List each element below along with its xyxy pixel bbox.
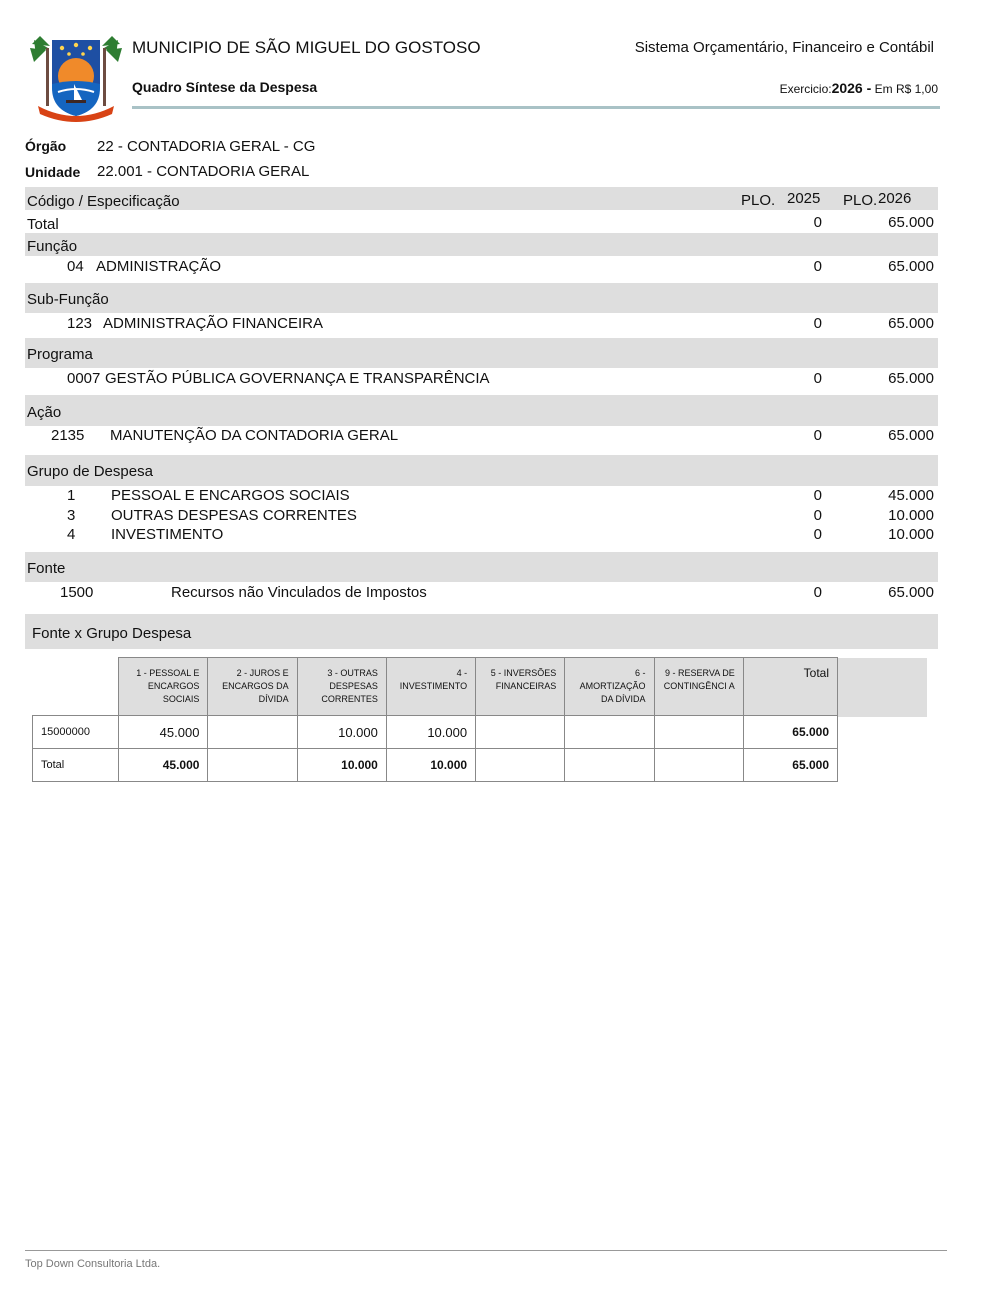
unidade-label: Unidade [25,164,81,180]
funcao-code: 04 [67,258,84,275]
unidade-value: 22.001 - CONTADORIA GERAL [97,163,310,180]
cell: 45.000 [119,749,208,782]
grupo-item-name: PESSOAL E ENCARGOS SOCIAIS [111,487,350,504]
grupo-item-2025: 0 [813,507,822,524]
grupo-item-2026: 10.000 [888,526,934,543]
table-row [33,716,838,749]
plo-label-2026: PLO. [843,192,878,209]
funcao-band [25,233,938,256]
funcao-2026: 65.000 [888,258,934,275]
programa-label: Programa [27,346,93,363]
total-2025: 0 [813,214,822,231]
cell [208,716,297,749]
col-header: 2 - JUROS E ENCARGOS DA DÍVIDA [208,658,297,716]
footer-rule [25,1250,947,1251]
row-label: Total [33,749,119,782]
acao-2025: 0 [813,427,822,444]
subfuncao-2026: 65.000 [888,315,934,332]
cell: 10.000 [297,716,386,749]
cell [565,716,654,749]
subfuncao-2025: 0 [813,315,822,332]
grupo-item-2025: 0 [813,526,822,543]
spec-column-header: Código / Especificação [27,193,180,210]
grupo-item-code: 4 [67,526,76,543]
funcao-label: Função [27,238,78,255]
subfuncao-name: ADMINISTRAÇÃO FINANCEIRA [103,315,324,332]
exercise-info [780,80,938,96]
grupo-item-name: INVESTIMENTO [111,526,224,543]
fonte-grupo-title: Fonte x Grupo Despesa [32,625,192,642]
col-header-total: Total [743,658,837,716]
subfuncao-band [25,283,938,313]
fonte-2025: 0 [813,584,822,601]
cell: 10.000 [386,749,475,782]
acao-label: Ação [27,404,62,421]
fonte-band [25,552,938,582]
col-header: 9 - RESERVA DE CONTINGÊNCI A [654,658,743,716]
row-label: 15000000 [33,716,119,749]
grupo-item-name: OUTRAS DESPESAS CORRENTES [111,507,357,524]
acao-name: MANUTENÇÃO DA CONTADORIA GERAL [110,427,399,444]
cell: 45.000 [119,716,208,749]
acao-band [25,395,938,426]
orgao-value: 22 - CONTADORIA GERAL - CG [97,138,316,155]
col-header: 4 - INVESTIMENTO [386,658,475,716]
year-header-2026: 2026 [878,190,912,207]
header-blank-cell [33,658,119,716]
exercise-year: 2026 - [831,80,872,96]
grupo-label: Grupo de Despesa [27,463,153,480]
cell [654,716,743,749]
exercise-label: Exercicio: [779,82,832,96]
cell [476,749,565,782]
report-title: Quadro Síntese da Despesa [132,79,318,95]
cell: 10.000 [386,716,475,749]
col-header: 1 - PESSOAL E ENCARGOS SOCIAIS [119,658,208,716]
cell [654,749,743,782]
acao-2026: 65.000 [888,427,934,444]
plo-label-2025: PLO. [741,192,776,209]
table-header-row [33,658,838,716]
grupo-item-2026: 45.000 [888,487,934,504]
grupo-item-2026: 10.000 [888,507,934,524]
total-label: Total [27,216,59,233]
funcao-2025: 0 [813,258,822,275]
programa-name: GESTÃO PÚBLICA GOVERNANÇA E TRANSPARÊNCIA [105,370,490,387]
funcao-name: ADMINISTRAÇÃO [96,258,222,275]
col-header: 6 - AMORTIZAÇÃO DA DÍVIDA [565,658,654,716]
fonte-label: Fonte [27,560,66,577]
system-name: Sistema Orçamentário, Financeiro e Contábil [634,39,934,56]
subfuncao-code: 123 [67,315,93,332]
coat-of-arms-logo [26,26,126,122]
programa-band [25,338,938,368]
total-2026: 65.000 [888,214,934,231]
acao-code: 2135 [51,427,85,444]
subfuncao-label: Sub-Função [27,291,109,308]
cell-total: 65.000 [743,749,837,782]
currency-label: Em R$ 1,00 [874,82,938,96]
grupo-item-2025: 0 [813,487,822,504]
municipality-name: MUNICIPIO DE SÃO MIGUEL DO GOSTOSO [132,38,481,57]
cell [208,749,297,782]
year-header-2025: 2025 [787,190,821,207]
programa-code: 0007 [67,370,101,387]
col-header: 3 - OUTRAS DESPESAS CORRENTES [297,658,386,716]
grupo-band [25,455,938,486]
grupo-item-code: 3 [67,507,76,524]
fonte-grupo-table [32,657,838,782]
cell [565,749,654,782]
fonte-code: 1500 [60,584,94,601]
fonte-name: Recursos não Vinculados de Impostos [171,584,427,601]
programa-2025: 0 [813,370,822,387]
orgao-label: Órgão [25,138,67,154]
header-rule [132,106,940,109]
table-header-shade [838,658,927,717]
cell [476,716,565,749]
fonte-2026: 65.000 [888,584,934,601]
table-row-total [33,749,838,782]
cell: 10.000 [297,749,386,782]
col-header: 5 - INVERSÕES FINANCEIRAS [476,658,565,716]
grupo-item-code: 1 [67,487,76,504]
cell-total: 65.000 [743,716,837,749]
footer-company: Top Down Consultoria Ltda. [25,1258,161,1270]
programa-2026: 65.000 [888,370,934,387]
